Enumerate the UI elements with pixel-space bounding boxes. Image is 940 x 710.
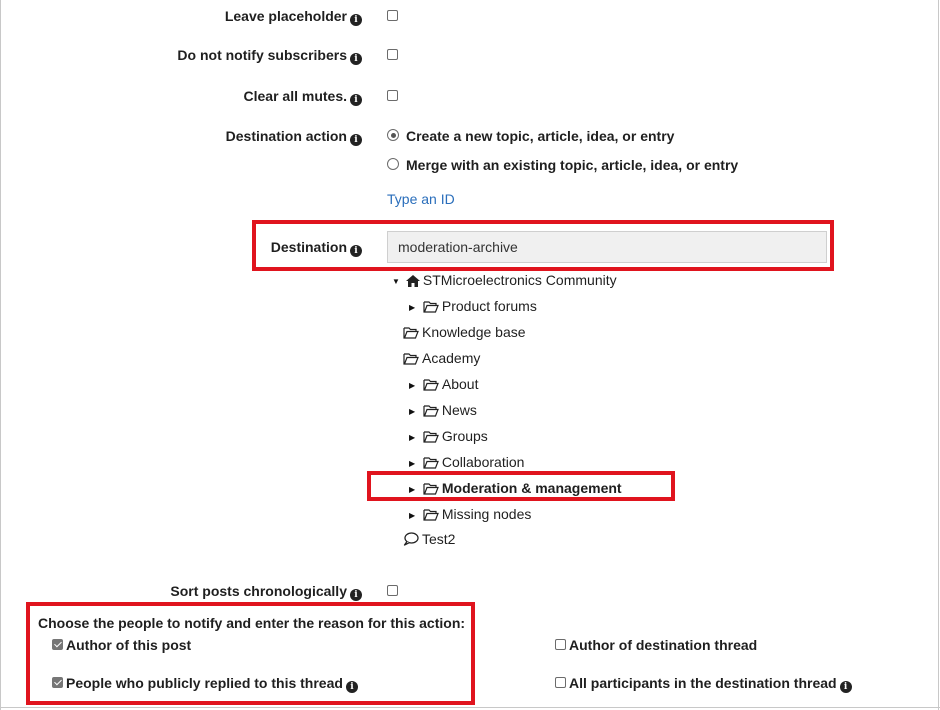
info-icon[interactable]: i xyxy=(350,14,362,26)
triangle-right-icon[interactable]: ▶ xyxy=(409,459,416,468)
all-participants-checkbox[interactable] xyxy=(555,677,566,688)
destination-input[interactable] xyxy=(387,231,827,263)
leave-placeholder-checkbox[interactable] xyxy=(387,10,398,21)
tree-item-collaboration[interactable]: ▶ Collaboration xyxy=(409,453,524,473)
author-destination-checkbox[interactable] xyxy=(555,639,566,650)
home-icon xyxy=(406,275,420,287)
triangle-right-icon[interactable]: ▶ xyxy=(409,485,416,494)
replied-thread-checkbox[interactable] xyxy=(52,677,63,688)
triangle-right-icon[interactable]: ▶ xyxy=(409,381,416,390)
destination-label: Destination i xyxy=(0,238,362,257)
author-destination-label[interactable]: Author of destination thread xyxy=(569,637,758,653)
tree-item-missing-nodes[interactable]: ▶ Missing nodes xyxy=(409,505,531,525)
folder-icon xyxy=(423,457,439,469)
info-icon[interactable]: i xyxy=(346,681,358,693)
tree-item-moderation-management[interactable]: ▶ Moderation & management xyxy=(409,479,622,499)
clear-mutes-checkbox[interactable] xyxy=(387,90,398,101)
tree-item-product-forums[interactable]: ▶ Product forums xyxy=(409,297,537,317)
type-an-id-link[interactable]: Type an ID xyxy=(387,191,455,207)
replied-thread-label[interactable]: People who publicly replied to this thread i xyxy=(66,674,358,693)
author-post-label[interactable]: Author of this post xyxy=(66,637,192,653)
tree-item-groups[interactable]: ▶ Groups xyxy=(409,427,488,447)
folder-icon xyxy=(403,327,419,339)
sort-chronologically-label: Sort posts chronologically i xyxy=(0,582,362,601)
info-icon[interactable]: i xyxy=(350,589,362,601)
triangle-right-icon[interactable]: ▶ xyxy=(409,303,416,312)
do-not-notify-label: Do not notify subscribers i xyxy=(0,46,362,65)
tree-item-academy[interactable]: Academy xyxy=(403,349,480,367)
folder-icon xyxy=(423,431,439,443)
folder-icon xyxy=(423,509,439,521)
create-new-label[interactable]: Create a new topic, article, idea, or entry xyxy=(406,128,675,144)
author-post-checkbox[interactable] xyxy=(52,639,63,650)
triangle-down-icon[interactable]: ▼ xyxy=(392,277,400,286)
leave-placeholder-label: Leave placeholder i xyxy=(0,7,362,26)
tree-root[interactable]: ▼ STMicroelectronics Community xyxy=(392,271,617,291)
triangle-right-icon[interactable]: ▶ xyxy=(409,433,416,442)
folder-icon xyxy=(423,379,439,391)
speech-bubble-icon xyxy=(403,532,419,546)
sort-chronologically-checkbox[interactable] xyxy=(387,585,398,596)
folder-icon xyxy=(423,405,439,417)
folder-icon xyxy=(403,353,419,365)
info-icon[interactable]: i xyxy=(350,245,362,257)
info-icon[interactable]: i xyxy=(840,681,852,693)
triangle-right-icon[interactable]: ▶ xyxy=(409,511,416,520)
info-icon[interactable]: i xyxy=(350,53,362,65)
info-icon[interactable]: i xyxy=(350,94,362,106)
folder-icon xyxy=(423,301,439,313)
panel-border-bottom xyxy=(0,707,940,708)
triangle-right-icon[interactable]: ▶ xyxy=(409,407,416,416)
notify-heading: Choose the people to notify and enter the reason for this action: xyxy=(38,615,466,631)
tree-item-about[interactable]: ▶ About xyxy=(409,375,478,395)
folder-icon xyxy=(423,483,439,495)
merge-existing-label[interactable]: Merge with an existing topic, article, idea, or entry xyxy=(406,157,739,173)
info-icon[interactable]: i xyxy=(350,134,362,146)
panel-border-left xyxy=(0,0,1,710)
tree-item-news[interactable]: ▶ News xyxy=(409,401,477,421)
merge-existing-radio[interactable] xyxy=(387,158,399,170)
tree-item-test2[interactable]: Test2 xyxy=(403,530,455,548)
destination-action-label: Destination action i xyxy=(0,127,362,146)
panel-border-right xyxy=(938,0,939,710)
create-new-radio[interactable] xyxy=(387,129,399,141)
do-not-notify-checkbox[interactable] xyxy=(387,49,398,60)
tree-item-knowledge-base[interactable]: Knowledge base xyxy=(403,323,526,341)
all-participants-label[interactable]: All participants in the destination thread i xyxy=(569,674,852,693)
clear-mutes-label: Clear all mutes. i xyxy=(0,87,362,106)
